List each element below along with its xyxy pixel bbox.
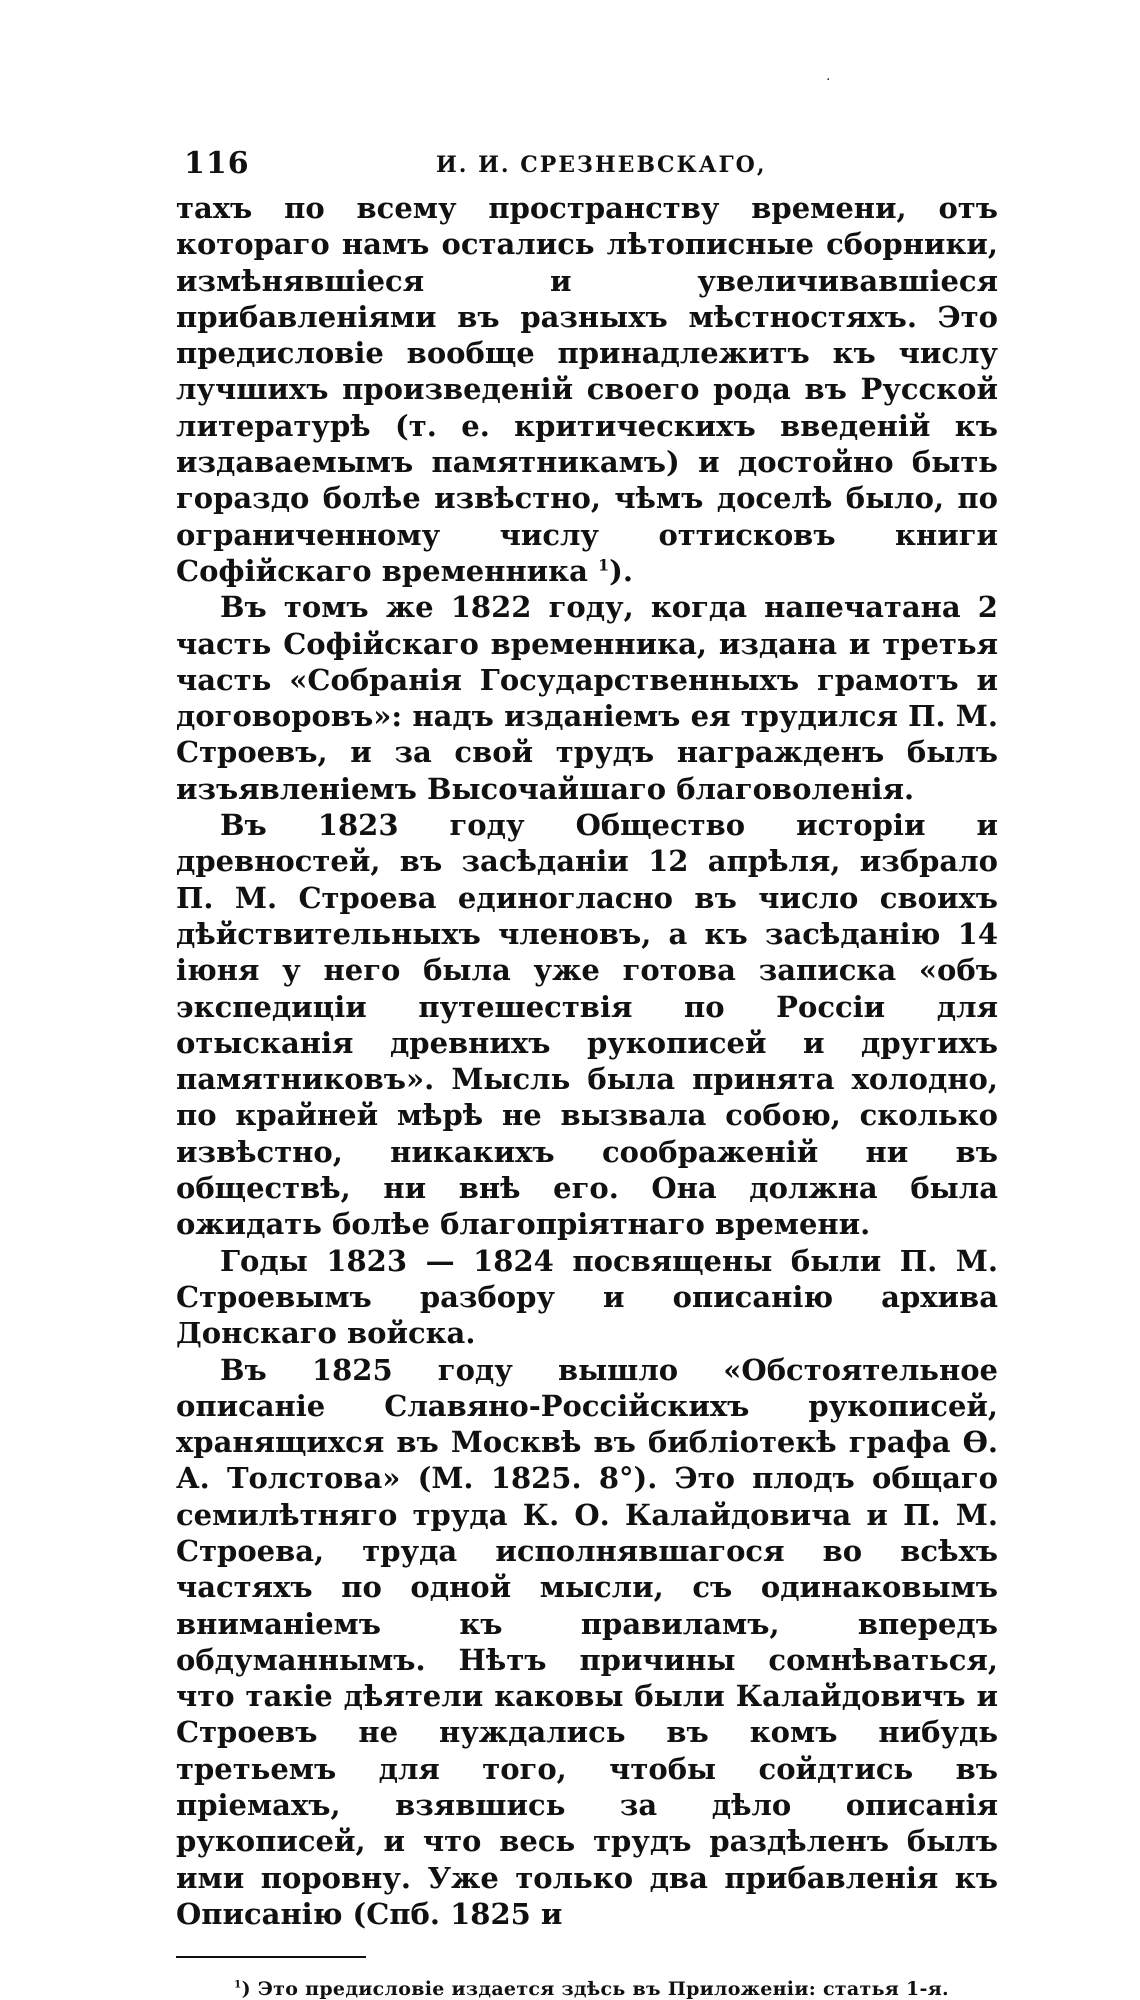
footnote-divider [176,1956,366,1958]
footnote-text: ) Это предисловіе издается здѣсь въ Приложеніи: статья 1-я. [241,1978,949,2000]
footnote [176,1978,998,2000]
stray-dot: · [826,72,831,88]
paragraph-1 [176,190,998,589]
paragraph-2: Въ томъ же 1822 году, когда напечатана 2 часть Софійскаго временника, издана и третья часть «Собранія Государственныхъ грамотъ и договоровъ»: надъ изданіемъ ея трудился П. М. Строевъ, и за свой трудъ награжденъ былъ изъявленіемъ Высочайшаго благоволенія. [176,590,998,806]
running-title: И. И. СРЕЗНЕВСКАГО, [436,152,767,178]
footnote-marker: 1 [234,1978,242,1991]
paragraph-3: Въ 1823 году Общество исторіи и древностей, въ засѣданіи 12 апрѣля, избрало П. М. Строева единогласно въ число своихъ дѣйствительныхъ членовъ, а къ засѣданію 14 іюня у него была уже готова записка «объ экспедиціи путешествія по Россіи для отысканія древнихъ рукописей и другихъ памятниковъ». Мысль была принята холодно, по крайней мѣрѣ не вызвала собою, сколько извѣстно, никакихъ соображеній ни въ обществѣ, ни внѣ его. Она должна была ожидать болѣе благопріятнаго времени. [176,808,998,1242]
book-page [176,130,998,2000]
running-head [176,130,998,190]
footnote-reference: 1 [598,555,610,575]
paragraph-1-tail: ). [609,553,633,588]
body-text [176,190,998,1932]
page-number: 116 [184,146,250,181]
paragraph-4: Годы 1823 — 1824 посвящены были П. М. Строевымъ разбору и описанію архива Донскаго войска. [176,1243,998,1351]
paragraph-1-text: тахъ по всему пространству времени, отъ котораго намъ остались лѣтописные сборники, измѣнявшіеся и увеличивавшіеся прибавленіями въ разныхъ мѣстностяхъ. Это предисловіе вообще принадлежитъ къ числу лучшихъ произведеній своего рода въ Русской литературѣ (т. е. критическихъ введеній къ издаваемымъ памятникамъ) и достойно быть гораздо болѣе извѣстно, чѣмъ доселѣ было, по ограниченному числу оттисковъ книги Софійскаго временника [176,191,998,588]
paragraph-5: Въ 1825 году вышло «Обстоятельное описаніе Славяно-Россійскихъ рукописей, хранящихся въ Москвѣ въ библіотекѣ графа Ѳ. А. Толстова» (М. 1825. 8°). Это плодъ общаго семилѣтняго труда К. О. Калайдовича и П. М. Строева, труда исполнявшагося во всѣхъ частяхъ по одной мысли, съ одинаковымъ вниманіемъ къ правиламъ, впередъ обдуманнымъ. Нѣтъ причины сомнѣваться, что такіе дѣятели каковы были Калайдовичъ и Строевъ не нуждались въ комъ нибудь третьемъ для того, чтобы сойдтись въ пріемахъ, взявшись за дѣло описанія рукописей, и что весь трудъ раздѣленъ былъ ими поровну. Уже только два прибавленія къ Описанію (Спб. 1825 и [176,1352,998,1931]
